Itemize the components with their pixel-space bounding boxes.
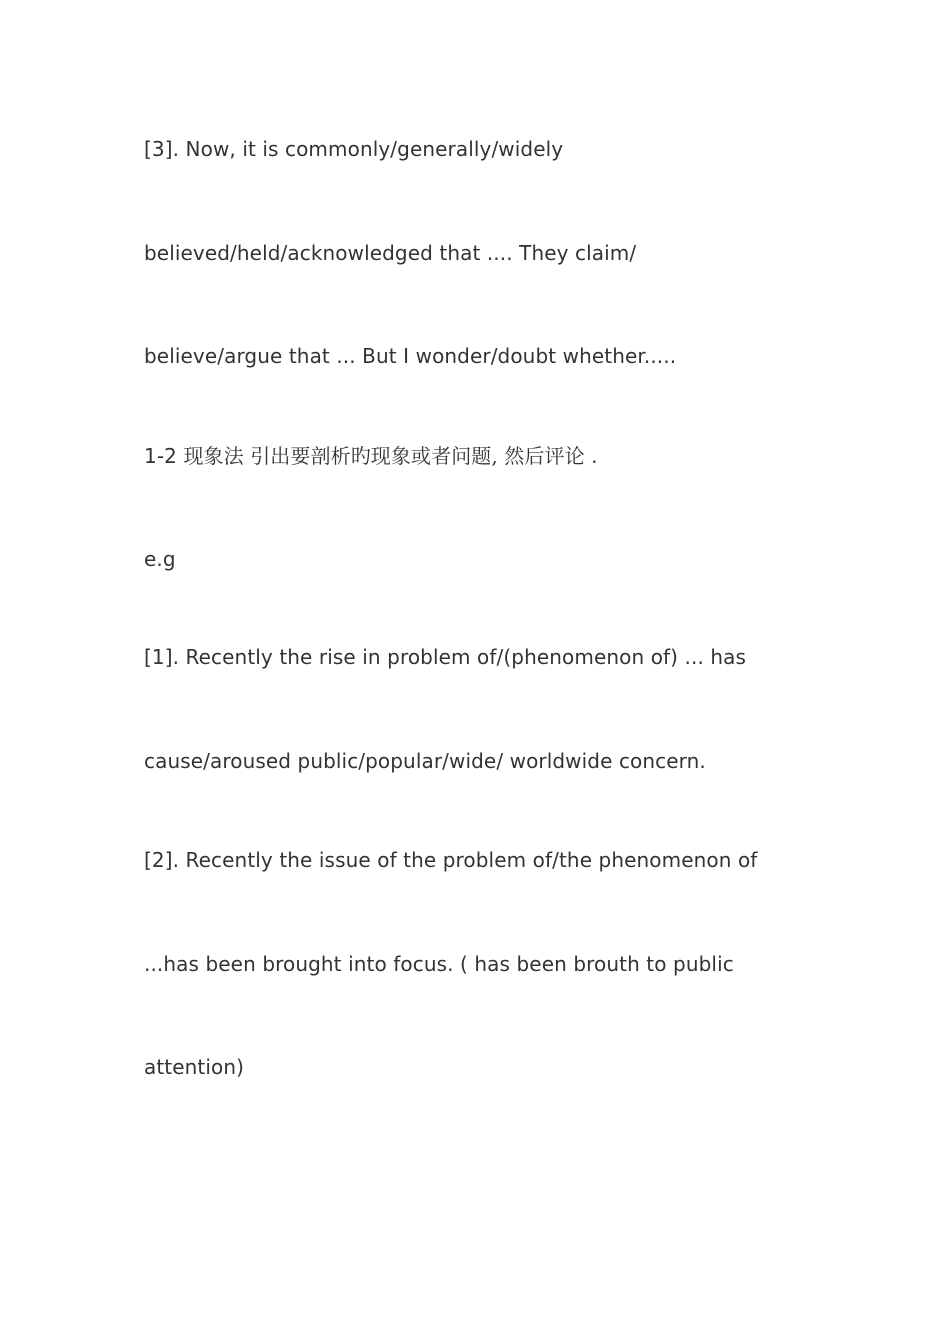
text-line: attention) bbox=[144, 1055, 245, 1079]
section-suffix: . bbox=[584, 444, 598, 468]
text-line: [2]. Recently the issue of the problem of/the phenomenon of bbox=[144, 848, 758, 872]
section-heading-line bbox=[144, 442, 598, 470]
text-line: believe/argue that ... But I wonder/doubt whether..... bbox=[144, 344, 677, 368]
text-line: believed/held/acknowledged that .... They claim/ bbox=[144, 241, 637, 265]
section-number: 1-2 bbox=[144, 444, 184, 468]
text-line: ...has been brought into focus. ( has been brouth to public bbox=[144, 952, 734, 976]
text-line: [3]. Now, it is commonly/generally/widely bbox=[144, 137, 564, 161]
section-description: 现象法 引出要剖析旳现象或者问题, 然后评论 bbox=[183, 444, 585, 468]
text-line: e.g bbox=[144, 547, 176, 571]
text-line: [1]. Recently the rise in problem of/(phenomenon of) ... has bbox=[144, 645, 747, 669]
text-line: cause/aroused public/popular/wide/ worldwide concern. bbox=[144, 749, 706, 773]
